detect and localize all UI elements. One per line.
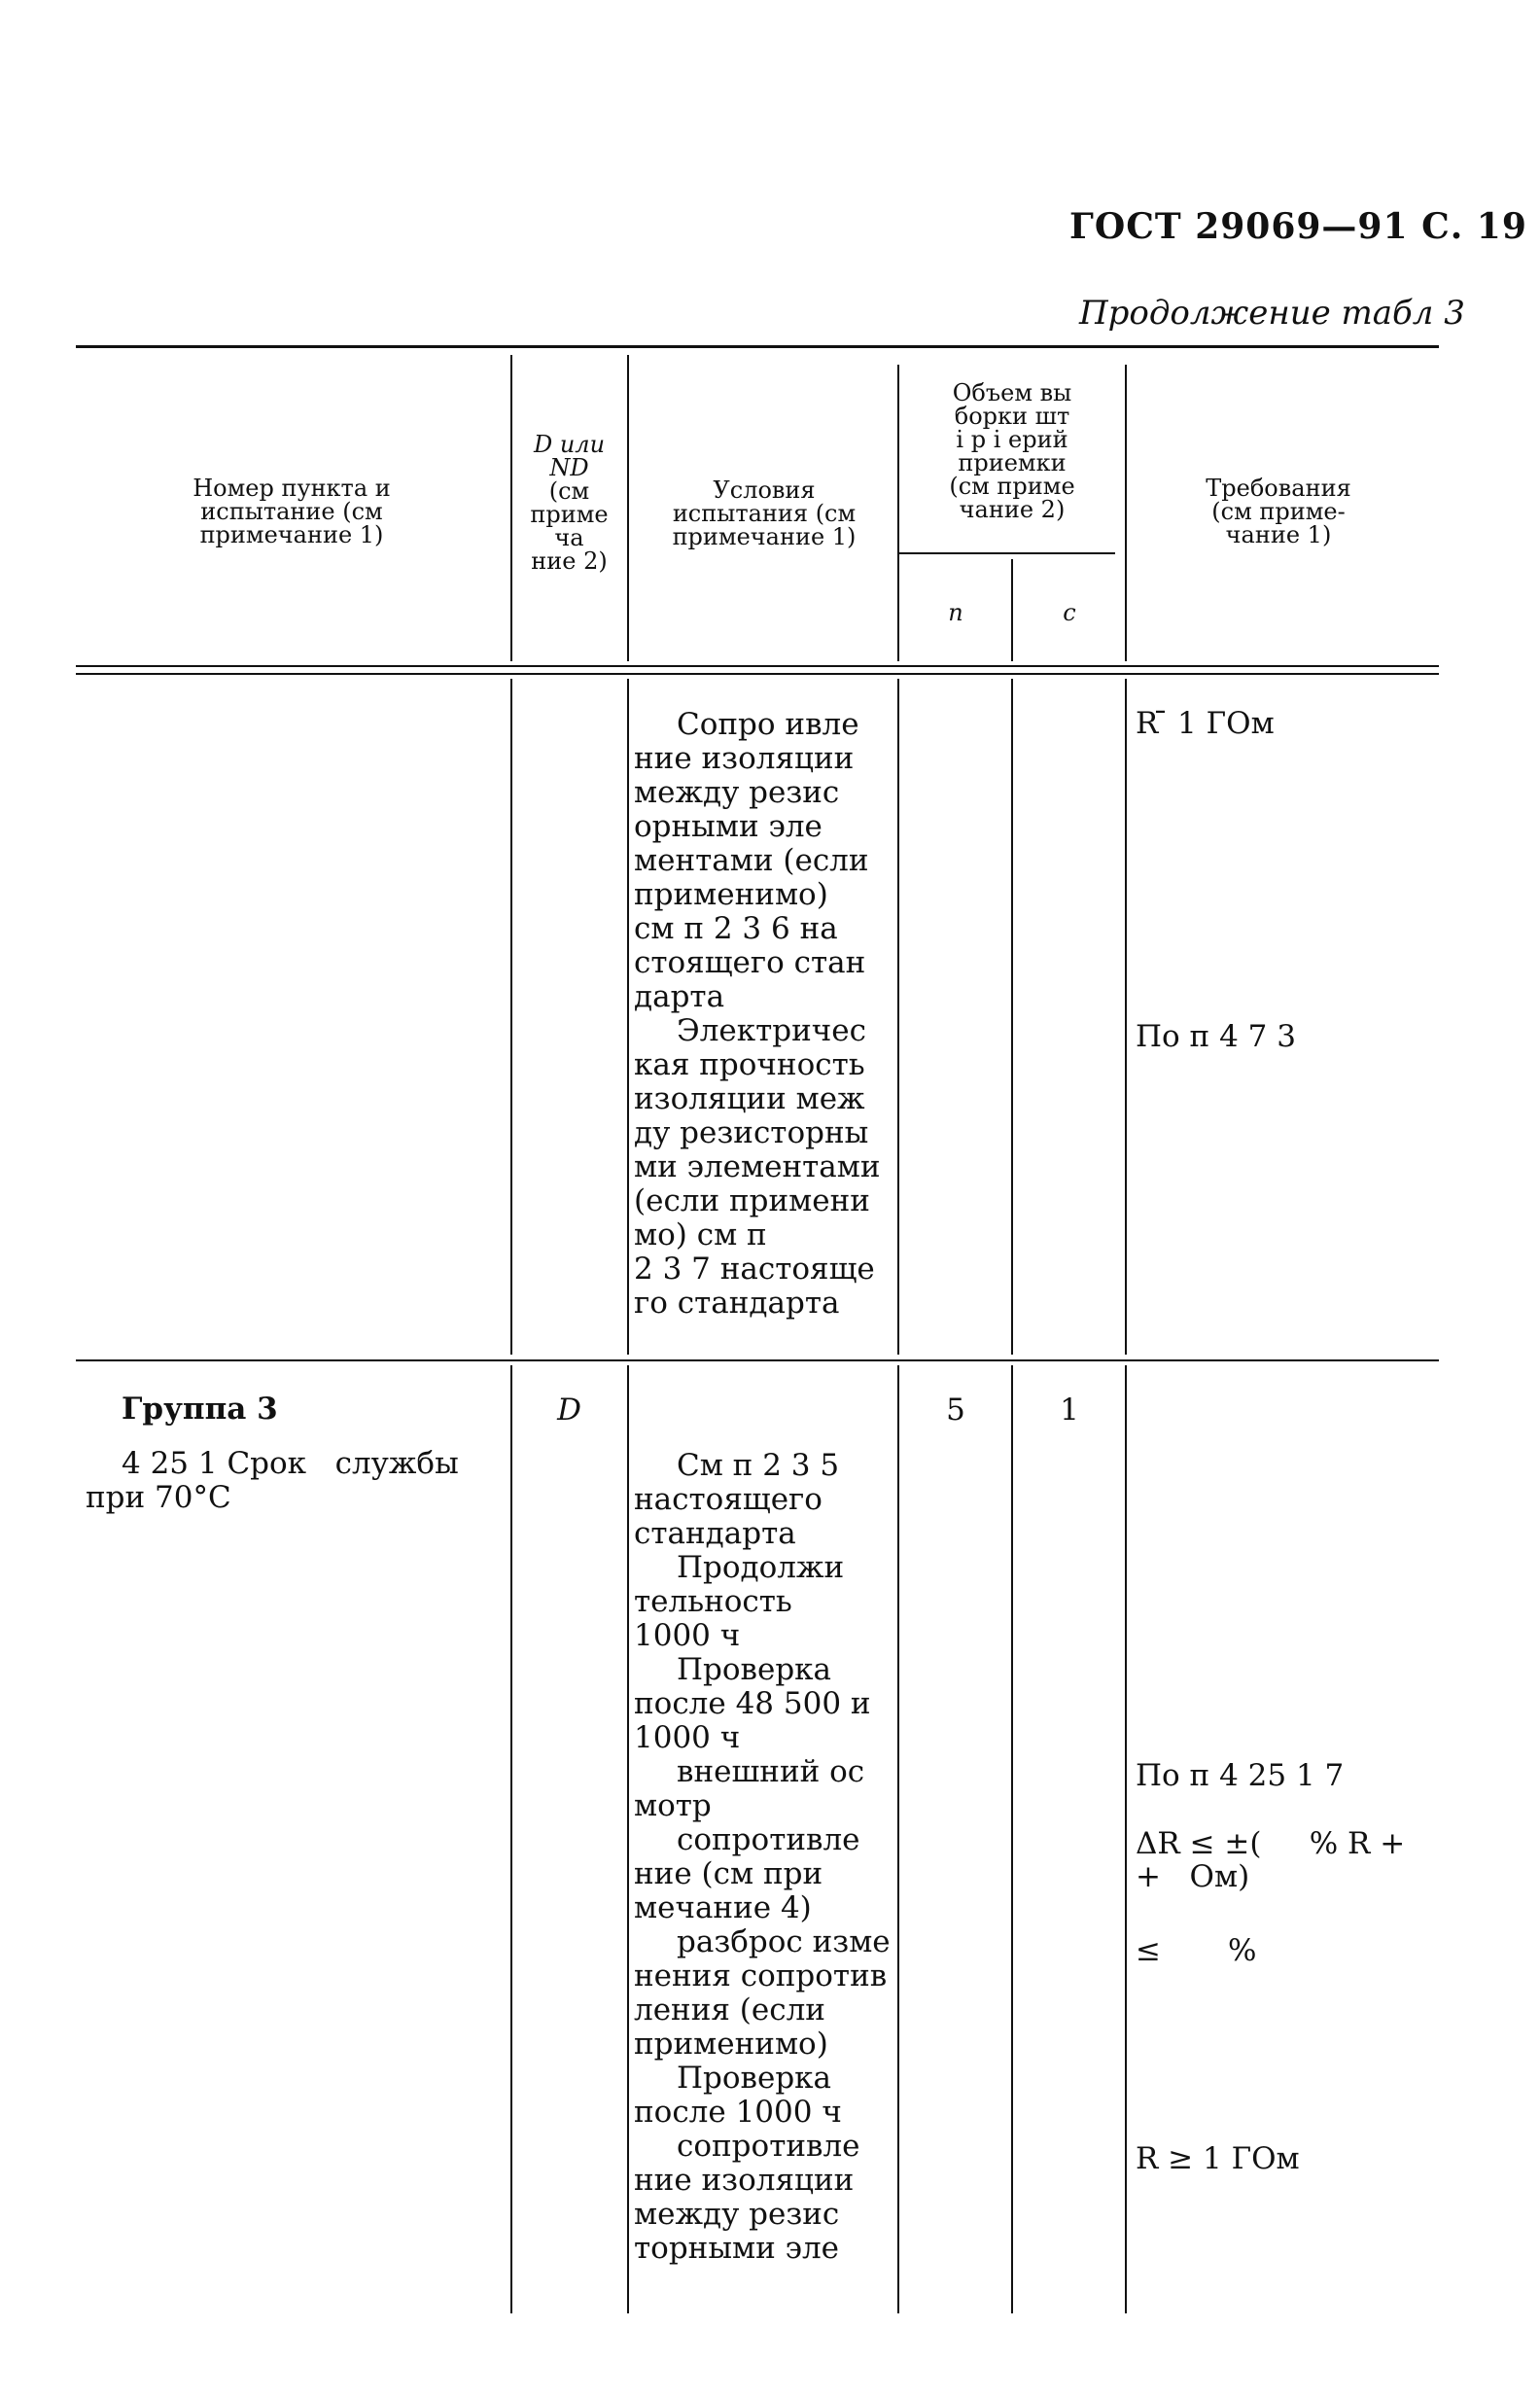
- row2-requirement-insulation: R ≥ 1 ГОм: [1136, 2141, 1300, 2176]
- column-divider-1-row2: [510, 1365, 512, 2313]
- row1-condition-line: ду резисторны: [634, 1115, 869, 1150]
- header-n: n: [948, 599, 963, 626]
- header-requirements: Требования (см приме- чание 1): [1206, 475, 1351, 548]
- row2-condition-line: мечание 4): [634, 1890, 812, 1925]
- row1-condition-line: 2 3 7 настояще: [634, 1252, 875, 1287]
- column-divider-4-row1: [1011, 679, 1013, 1355]
- row2-condition-line: ние (см при: [634, 1856, 823, 1891]
- row1-requirement-insulation-resistance: R ̄ 1 ГОм: [1136, 706, 1275, 741]
- column-divider-1-row1: [510, 679, 512, 1355]
- row2-sample-n: 5: [946, 1393, 965, 1428]
- header-sample-size: Объем вы борки шт i р i ерий приемки (см приме чание 2): [949, 379, 1075, 523]
- row1-condition-line: кая прочность: [634, 1047, 865, 1082]
- column-divider-3: [897, 365, 899, 661]
- row1-condition-line: изоляции меж: [634, 1081, 865, 1116]
- row2-condition-line: Продолжи: [677, 1550, 845, 1585]
- column-divider-2: [627, 355, 629, 661]
- row2-condition-line: мотр: [634, 1788, 712, 1823]
- subheader-rule: [899, 552, 1115, 554]
- test-item-line-2: при 70°С: [86, 1480, 231, 1515]
- row2-requirement-resistance-2: + Ом): [1136, 1859, 1250, 1894]
- column-divider-5: [1125, 365, 1127, 661]
- row2-condition-line: применимо): [634, 2027, 828, 2062]
- row1-condition-line: Сопро ивле: [677, 707, 859, 742]
- row2-requirement-visual: По п 4 25 1 7: [1136, 1758, 1345, 1793]
- row2-sample-c: 1: [1060, 1393, 1079, 1428]
- row2-condition-line: стандарта: [634, 1516, 796, 1551]
- row2-d-nd: D: [557, 1393, 581, 1428]
- header-d-nd: D или ND (см приме ча ние 2): [530, 431, 609, 575]
- column-divider-3-row1: [897, 679, 899, 1355]
- column-divider-5-row2: [1125, 1365, 1127, 2313]
- row2-condition-line: торными эле: [634, 2231, 840, 2266]
- row2-condition-line: разброс изме: [677, 1924, 891, 1959]
- row1-condition-line: стоящего стан: [634, 945, 866, 980]
- row2-condition-line: после 48 500 и: [634, 1686, 871, 1721]
- group-title: Группа 3: [122, 1392, 278, 1427]
- row2-condition-line: Проверка: [677, 1652, 832, 1687]
- row1-requirement-dielectric-strength: По п 4 7 3: [1136, 1019, 1296, 1054]
- row1-condition-line: ментами (если: [634, 843, 869, 878]
- row2-condition-line: нения сопротив: [634, 1958, 888, 1993]
- column-divider-1: [510, 355, 512, 661]
- row1-condition-line: между резис: [634, 775, 840, 810]
- row2-condition-line: сопротивле: [677, 1822, 860, 1857]
- column-divider-2-row1: [627, 679, 629, 1355]
- row2-condition-line: внешний ос: [677, 1754, 865, 1789]
- row2-condition-line: настоящего: [634, 1482, 822, 1517]
- header-test-conditions: Условия испытания (см примечание 1): [672, 476, 857, 550]
- row2-condition-line: сопротивле: [677, 2129, 860, 2164]
- row1-condition-line: Электричес: [677, 1013, 866, 1048]
- row2-condition-line: 1000 ч: [634, 1618, 741, 1653]
- column-divider-4-row2: [1011, 1365, 1013, 2313]
- row1-condition-line: дарта: [634, 979, 725, 1014]
- page-header: ГОСТ 29069—91 С. 19: [1069, 206, 1527, 247]
- row1-conditions: [634, 708, 896, 1321]
- row-separator: [76, 1359, 1439, 1361]
- table-continuation-label: Продолжение табл 3: [1079, 294, 1465, 333]
- row2-condition-line: 1000 ч: [634, 1720, 741, 1755]
- column-divider-2-row2: [627, 1365, 629, 2313]
- row1-condition-line: применимо): [634, 877, 828, 912]
- row1-condition-line: мо) см п: [634, 1217, 767, 1252]
- header-c: c: [1063, 599, 1076, 626]
- row1-condition-line: орными эле: [634, 809, 822, 844]
- row2-condition-line: Проверка: [677, 2061, 832, 2096]
- row2-requirement-spread: ≤ %: [1136, 1933, 1257, 1968]
- row2-condition-line: См п 2 3 5: [677, 1448, 840, 1483]
- row2-condition-line: после 1000 ч: [634, 2095, 842, 2130]
- column-divider-4: [1011, 559, 1013, 661]
- row1-condition-line: (если примени: [634, 1183, 870, 1218]
- row2-condition-line: ние изоляции: [634, 2163, 855, 2198]
- table-top-rule: [76, 345, 1439, 348]
- row2-conditions: [634, 1449, 901, 2266]
- column-divider-5-row1: [1125, 679, 1127, 1355]
- row2-condition-line: тельность: [634, 1584, 792, 1619]
- row1-condition-line: го стандарта: [634, 1286, 840, 1321]
- row1-condition-line: ние изоляции: [634, 741, 855, 776]
- row2-condition-line: ления (если: [634, 1992, 825, 2028]
- header-item-number: Номер пункта и испытание (см примечание 1): [192, 475, 391, 548]
- row1-condition-line: ми элементами: [634, 1149, 881, 1184]
- header-bottom-rule-1: [76, 665, 1439, 667]
- test-item-line-1: 4 25 1 Срок службы: [122, 1446, 459, 1481]
- row2-requirement-resistance-1: ΔR ≤ ±( % R +: [1136, 1826, 1406, 1861]
- row1-condition-line: см п 2 3 6 на: [634, 911, 838, 946]
- row2-condition-line: между резис: [634, 2197, 840, 2232]
- header-bottom-rule-2: [76, 673, 1439, 675]
